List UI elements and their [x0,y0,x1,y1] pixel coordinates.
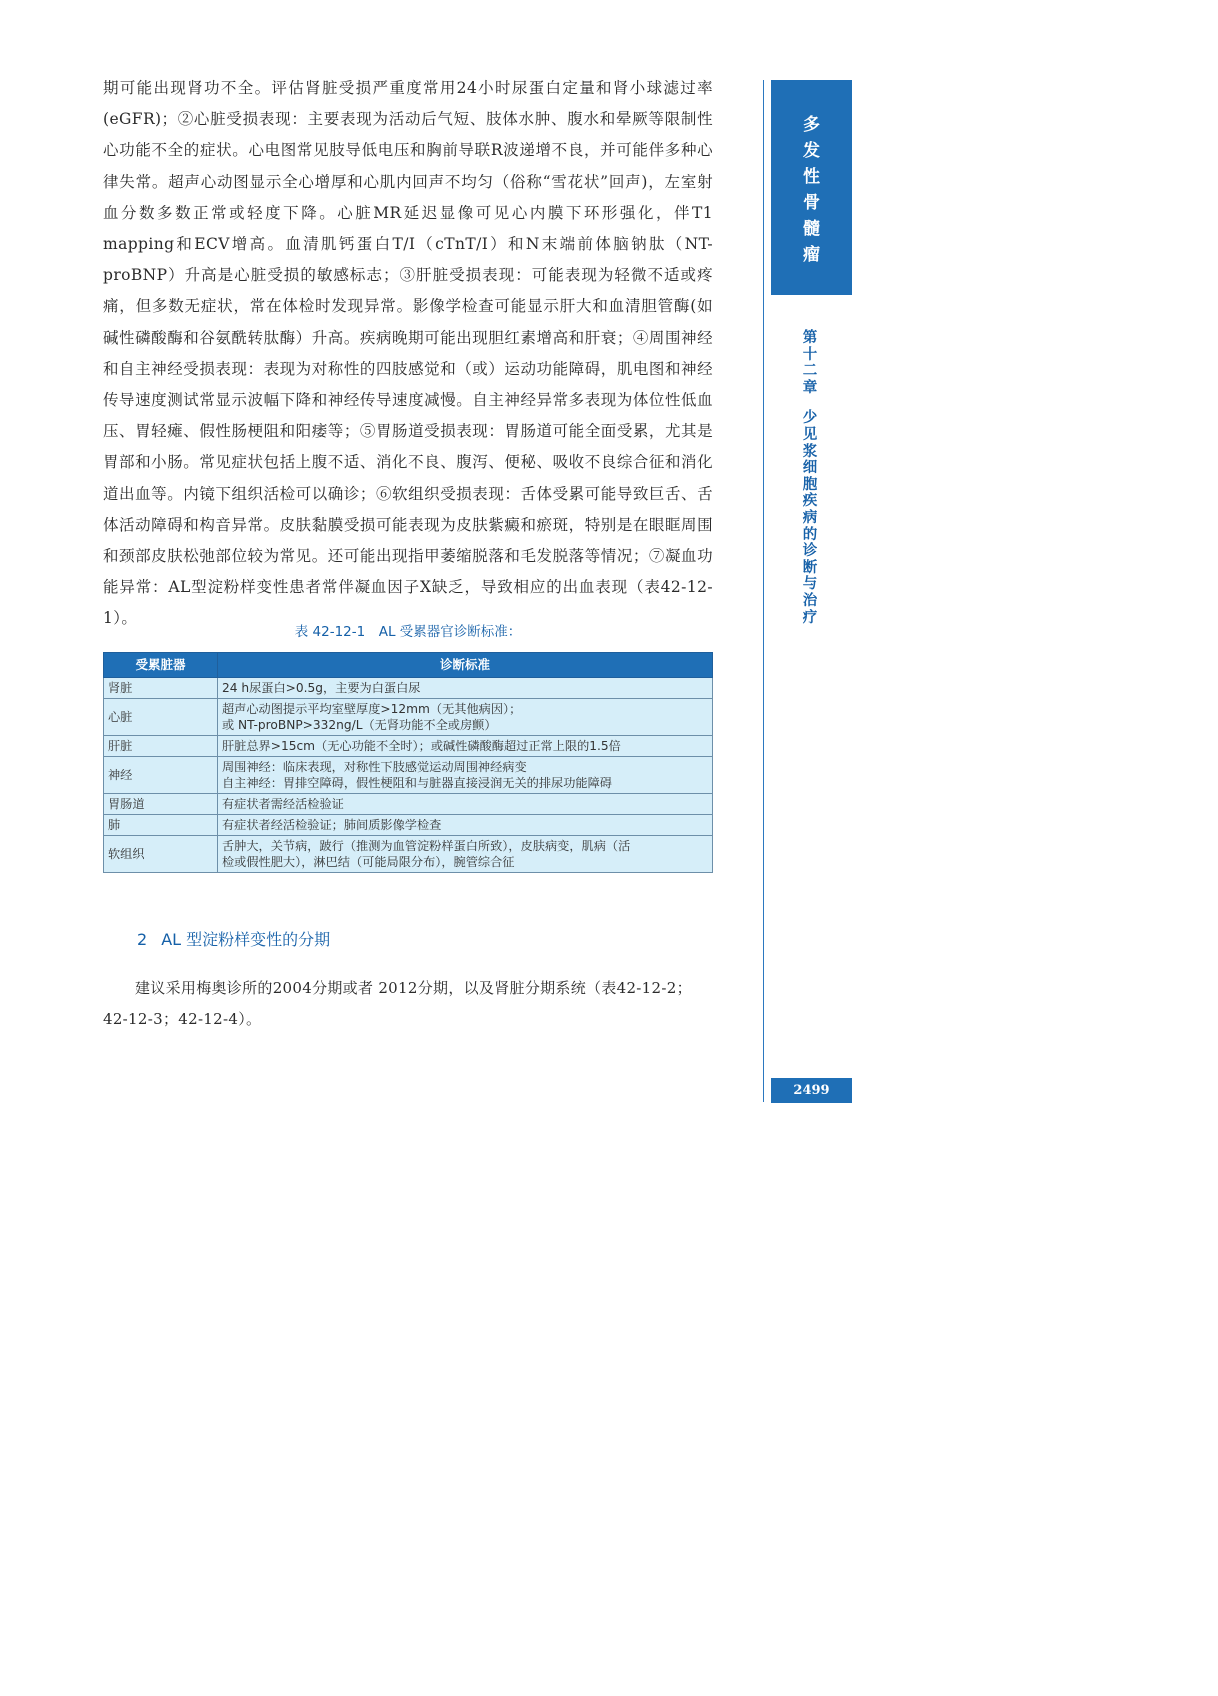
header-criteria: 诊断标准 [218,653,713,678]
chapter-title-char: 疾 [802,493,818,510]
criteria-cell [218,736,713,757]
chapter-title-char: 细 [802,460,818,477]
chapter-title-char: 与 [802,576,818,593]
chapter-title-char: 断 [802,559,818,576]
body-paragraph-2: 建议采用梅奥诊所的2004分期或者 2012分期，以及肾脏分期系统（表42-12-2；42-12-3；42-12-4）。 [103,979,692,1028]
criteria-line: 自主神经：胃排空障碍，假性梗阻和与脏器直接浸润无关的排尿功能障碍 [222,776,612,790]
body-paragraph-1: 期可能出现肾功不全。评估肾脏受损严重度常用24小时尿蛋白定量和肾小球滤过率(eGFR)；②心脏受损表现：主要表现为活动后气短、肢体水肿、腹水和晕厥等限制性心功能不全的症状。心电图常见肢导低电压和胸前导联R波递增不良，并可能伴多种心律失常。超声心动图显示全心增厚和心肌内回声不均匀（俗称“雪花状”回声)，左室射血分数多数正常或轻度下降。心脏MR延迟显像可见心内膜下环形强化，伴T1 mapping和ECV增高。血清肌钙蛋白T/I（cTnT/I）和N末端前体脑钠肽（NT-proBNP）升高是心脏受损的敏感标志；③肝脏受损表现：可能表现为轻微不适或疼痛，但多数无症状，常在体检时发现异常。影像学检查可能显示肝大和血清胆管酶(如碱性磷酸酶和谷氨酰转肽酶）升高。疾病晚期可能出现胆红素增高和肝衰；④周围神经和自主神经受损表现：表现为对称性的四肢感觉和（或）运动功能障碍，肌电图和神经传导速度测试常显示波幅下降和神经传导速度减慢。自主神经异常多表现为体位性低血压、胃轻瘫、假性肠梗阻和阳痿等；⑤胃肠道受损表现：胃肠道可能全面受累，尤其是胃部和小肠。常见症状包括上腹不适、消化不良、腹泻、便秘、吸收不良综合征和消化道出血等。内镜下组织活检可以确诊；⑥软组织受损表现：舌体受累可能导致巨舌、舌体活动障碍和构音异常。皮肤黏膜受损可能表现为皮肤紫癜和瘀斑，特别是在眼眶周围和颈部皮肤松弛部位较为常见。还可能出现指甲萎缩脱落和毛发脱落等情况；⑦凝血功能异常：AL型淀粉样变性患者常伴凝血因子X缺乏，导致相应的出血表现（表42-12-1）。 [103,79,713,628]
chapter-title-char: 治 [802,592,818,609]
book-title-char: 多 [803,115,820,135]
table-row [104,794,713,815]
diagnosis-table [103,652,713,873]
chapter-label-char: 十 [802,346,818,363]
organ-cell: 心脏 [104,699,218,736]
book-title-char: 发 [803,141,820,161]
book-title-tab [771,80,852,295]
table-row [104,815,713,836]
chapter-title-char: 少 [802,410,818,427]
criteria-line: 超声心动图提示平均室壁厚度>12mm（无其他病因）； [222,702,522,716]
organ-cell: 软组织 [104,836,218,873]
criteria-line: 有症状者经活检验证；肺间质影像学检查 [222,818,442,832]
table-row [104,699,713,736]
header-organ: 受累脏器 [104,653,218,678]
chapter-title-char: 的 [802,526,818,543]
chapter-title-char: 浆 [802,443,818,460]
criteria-line: 24 h尿蛋白>0.5g，主要为白蛋白尿 [222,681,421,695]
book-title-char: 髓 [803,219,820,239]
chapter-title-char: 疗 [802,609,818,626]
margin-divider-line [763,80,764,1102]
chapter-label-char: 章 [802,379,818,396]
chapter-title-char: 病 [802,509,818,526]
criteria-cell [218,794,713,815]
table-row [104,736,713,757]
criteria-cell [218,815,713,836]
criteria-cell [218,757,713,794]
organ-cell: 肾脏 [104,678,218,699]
organ-cell: 肺 [104,815,218,836]
book-title-char: 骨 [803,193,820,213]
table-caption: 表 42-12-1 AL 受累器官诊断标准： [294,624,522,640]
organ-cell: 胃肠道 [104,794,218,815]
chapter-title-char: 诊 [802,543,818,560]
criteria-line: 周围神经：临床表现，对称性下肢感觉运动周围神经病变 [222,760,527,774]
criteria-line: 检或假性肥大），淋巴结（可能局限分布），腕管综合征 [222,855,515,869]
criteria-cell [218,678,713,699]
table-row [104,678,713,699]
organ-cell: 神经 [104,757,218,794]
table-row [104,757,713,794]
criteria-line: 有症状者需经活检验证 [222,797,344,811]
chapter-label-char: 第 [802,330,818,346]
criteria-cell [218,699,713,736]
table-header-row [104,653,713,678]
criteria-line: 或 NT-proBNP>332ng/L（无肾功能不全或房颤） [222,718,497,732]
book-title-char: 性 [803,167,820,187]
section-heading [137,927,344,950]
chapter-running-head [800,330,820,626]
chapter-title-char: 见 [802,426,818,443]
criteria-cell [218,836,713,873]
chapter-title-char: 胞 [802,476,818,493]
chapter-label-char: 二 [802,363,818,380]
book-title-char: 瘤 [803,245,820,265]
criteria-line: 舌肿大，关节病，跛行（推测为血管淀粉样蛋白所致），皮肤病变，肌病（活 [222,839,631,853]
criteria-line: 肝脏总界>15cm（无心功能不全时）；或碱性磷酸酶超过正常上限的1.5倍 [222,739,621,753]
page-number: 2499 [771,1078,852,1103]
section-title: AL 型淀粉样变性的分期 [161,930,331,949]
organ-cell: 肝脏 [104,736,218,757]
table-row [104,836,713,873]
section-number: 2 [137,930,148,949]
